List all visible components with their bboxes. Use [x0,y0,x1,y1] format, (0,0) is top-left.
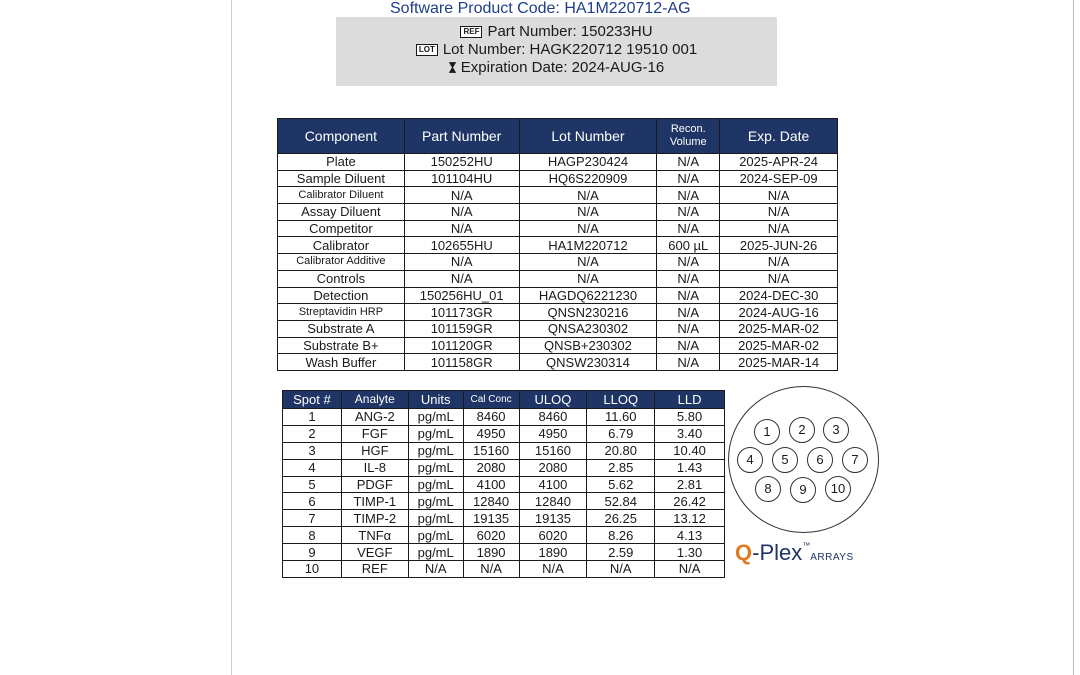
table-cell: N/A [657,204,720,221]
table-row [283,425,725,442]
table-cell: pg/mL [408,442,463,459]
table-cell: 8460 [463,409,519,426]
table-row [283,561,725,578]
table-cell: N/A [404,270,519,287]
table-cell: N/A [720,254,838,271]
table-cell: 12840 [463,493,519,510]
table-cell: Detection [278,287,405,304]
table-cell: 102655HU [404,237,519,254]
table-row [283,459,725,476]
table-cell: 1890 [519,544,587,561]
column-header: Units [408,391,463,409]
table-cell: HQ6S220909 [519,170,657,187]
expiration-date-text: Expiration Date: 2024-AUG-16 [460,59,665,76]
table-cell: 4100 [463,476,519,493]
table-cell: 6020 [463,527,519,544]
table-cell: TNFα [341,527,408,544]
column-header: Exp. Date [720,119,838,154]
table-cell: 8.26 [587,527,655,544]
table-cell: N/A [519,187,657,204]
table-row [283,510,725,527]
table-cell: 101104HU [404,170,519,187]
column-header: Component [278,119,405,154]
column-header: Lot Number [519,119,657,154]
lot-symbol-icon: LOT [416,44,438,56]
table-cell: 15160 [463,442,519,459]
logo-trademark: ™ [802,541,811,550]
table-cell: IL-8 [341,459,408,476]
table-cell: 2080 [519,459,587,476]
table-row [278,237,838,254]
table-row [278,304,838,321]
table-cell: N/A [519,204,657,221]
column-header: ULOQ [519,391,587,409]
table-cell: pg/mL [408,476,463,493]
column-header: Part Number [404,119,519,154]
table-cell: N/A [655,561,725,578]
kit-label-box [336,17,777,86]
table-cell: 2 [283,425,342,442]
table-cell: 5.62 [587,476,655,493]
column-header: Recon. Volume [657,119,720,154]
table-cell: 5.80 [655,409,725,426]
table-cell: Controls [278,270,405,287]
table-row [278,204,838,221]
table-cell: N/A [657,220,720,237]
table-cell: 7 [283,510,342,527]
table-cell: Calibrator Diluent [278,187,405,204]
table-cell: 2.81 [655,476,725,493]
table-cell: Substrate A [278,320,405,337]
table-cell: 2025-MAR-02 [720,337,838,354]
spot-marker: 7 [842,447,868,473]
table-row [278,220,838,237]
table-cell: 26.25 [587,510,655,527]
table-cell: pg/mL [408,527,463,544]
logo-plex: -Plex [752,540,803,565]
table-cell: REF [341,561,408,578]
table-cell: 4 [283,459,342,476]
spot-marker: 9 [790,477,816,503]
table-cell: 2025-JUN-26 [720,237,838,254]
table-cell: 8460 [519,409,587,426]
column-header: Analyte [341,391,408,409]
table-cell: Assay Diluent [278,204,405,221]
table-cell: 5 [283,476,342,493]
table-cell: N/A [404,187,519,204]
table-cell: QNSA230302 [519,320,657,337]
table-cell: N/A [519,254,657,271]
table-cell: 2.85 [587,459,655,476]
analyte-spots-table [282,390,725,578]
table-cell: 2024-AUG-16 [720,304,838,321]
table-cell: N/A [720,187,838,204]
table-cell: 150256HU_01 [404,287,519,304]
software-product-code: Software Product Code: HA1M220712-AG [390,0,691,17]
table-cell: 3 [283,442,342,459]
table-cell: TIMP-1 [341,493,408,510]
table-cell: 1890 [463,544,519,561]
table-cell: N/A [404,204,519,221]
table-cell: N/A [404,220,519,237]
table-cell: Streptavidin HRP [278,304,405,321]
table-cell: pg/mL [408,493,463,510]
table-row [283,527,725,544]
table-cell: N/A [657,337,720,354]
table-row [283,493,725,510]
column-header: Spot # [283,391,342,409]
table-cell: N/A [519,220,657,237]
spots-table-body [283,409,725,578]
logo-q: Q [735,540,753,565]
table-cell: N/A [657,154,720,171]
table-cell: Plate [278,154,405,171]
table-cell: N/A [657,170,720,187]
table-cell: PDGF [341,476,408,493]
table-cell: Wash Buffer [278,354,405,371]
q-plex-arrays-logo [735,540,854,566]
column-header: LLD [655,391,725,409]
table-cell: Calibrator [278,237,405,254]
table-cell: 15160 [519,442,587,459]
table-cell: 26.42 [655,493,725,510]
table-row [278,254,838,271]
components-table-body [278,154,838,371]
table-cell: 4950 [519,425,587,442]
table-cell: HGF [341,442,408,459]
spot-marker: 3 [823,417,849,443]
page-left-edge [231,0,232,675]
table-cell: N/A [720,220,838,237]
table-cell: 4950 [463,425,519,442]
table-cell: 2024-DEC-30 [720,287,838,304]
table-cell: 2025-MAR-02 [720,320,838,337]
lot-number-line [336,41,777,58]
table-cell: 11.60 [587,409,655,426]
table-cell: 1 [283,409,342,426]
table-cell: TIMP-2 [341,510,408,527]
spot-marker: 10 [825,476,851,502]
table-cell: 2025-APR-24 [720,154,838,171]
expiration-line [336,59,777,76]
table-cell: 1.43 [655,459,725,476]
table-cell: 101173GR [404,304,519,321]
table-cell: N/A [587,561,655,578]
table-cell: QNSB+230302 [519,337,657,354]
table-cell: pg/mL [408,459,463,476]
table-cell: N/A [720,204,838,221]
table-cell: Calibrator Additive [278,254,405,271]
table-cell: Substrate B+ [278,337,405,354]
table-cell: 150252HU [404,154,519,171]
table-row [278,154,838,171]
table-cell: N/A [657,287,720,304]
table-cell: 3.40 [655,425,725,442]
spot-marker: 5 [772,447,798,473]
table-row [283,544,725,561]
hourglass-icon [449,62,456,73]
table-cell: 600 µL [657,237,720,254]
table-cell: 4.13 [655,527,725,544]
table-cell: N/A [657,187,720,204]
table-cell: 10.40 [655,442,725,459]
table-cell: 13.12 [655,510,725,527]
table-cell: Sample Diluent [278,170,405,187]
table-row [278,170,838,187]
table-cell: 10 [283,561,342,578]
table-row [278,187,838,204]
table-cell: N/A [657,320,720,337]
table-cell: 9 [283,544,342,561]
components-table [277,118,838,371]
table-cell: 6020 [519,527,587,544]
table-cell: QNSW230314 [519,354,657,371]
part-number-line [336,23,777,40]
table-cell: 20.80 [587,442,655,459]
table-cell: 101158GR [404,354,519,371]
table-row [283,409,725,426]
table-row [278,337,838,354]
table-cell: Competitor [278,220,405,237]
table-row [283,476,725,493]
lot-number-text: Lot Number: HAGK220712 19510 001 [442,41,698,58]
table-cell: N/A [519,561,587,578]
spot-marker: 2 [789,417,815,443]
table-cell: FGF [341,425,408,442]
table-cell: QNSN230216 [519,304,657,321]
table-cell: N/A [404,254,519,271]
table-cell: HAGP230424 [519,154,657,171]
table-row [278,354,838,371]
well-spot-diagram [728,386,879,533]
table-row [278,270,838,287]
page-right-edge [1073,0,1074,675]
table-cell: N/A [657,304,720,321]
table-cell: 12840 [519,493,587,510]
table-cell: 2024-SEP-09 [720,170,838,187]
table-cell: 8 [283,527,342,544]
table-cell: HAGDQ6221230 [519,287,657,304]
table-row [278,320,838,337]
table-cell: 6.79 [587,425,655,442]
table-cell: N/A [657,254,720,271]
table-cell: ANG-2 [341,409,408,426]
table-cell: VEGF [341,544,408,561]
table-cell: pg/mL [408,510,463,527]
table-cell: pg/mL [408,425,463,442]
spot-marker: 8 [755,476,781,502]
table-cell: 2.59 [587,544,655,561]
table-cell: N/A [657,270,720,287]
part-number-text: Part Number: 150233HU [487,23,653,40]
table-row [283,442,725,459]
spot-marker: 4 [737,447,763,473]
table-cell: N/A [657,354,720,371]
logo-arrays: ARRAYS [810,552,854,563]
table-cell: 2025-MAR-14 [720,354,838,371]
column-header: LLOQ [587,391,655,409]
table-cell: N/A [720,270,838,287]
table-row [278,287,838,304]
table-cell: HA1M220712 [519,237,657,254]
table-cell: 52.84 [587,493,655,510]
table-cell: 1.30 [655,544,725,561]
table-cell: 6 [283,493,342,510]
table-cell: N/A [519,270,657,287]
table-cell: 19135 [463,510,519,527]
table-cell: N/A [463,561,519,578]
components-header-row [278,119,838,154]
table-cell: 101120GR [404,337,519,354]
spot-marker: 6 [807,447,833,473]
column-header: Cal Conc [463,391,519,409]
table-cell: pg/mL [408,409,463,426]
table-cell: 2080 [463,459,519,476]
table-cell: pg/mL [408,544,463,561]
table-cell: 19135 [519,510,587,527]
table-cell: 4100 [519,476,587,493]
spot-marker: 1 [754,419,780,445]
spots-header-row [283,391,725,409]
table-cell: 101159GR [404,320,519,337]
ref-symbol-icon: REF [460,26,482,38]
table-cell: N/A [408,561,463,578]
